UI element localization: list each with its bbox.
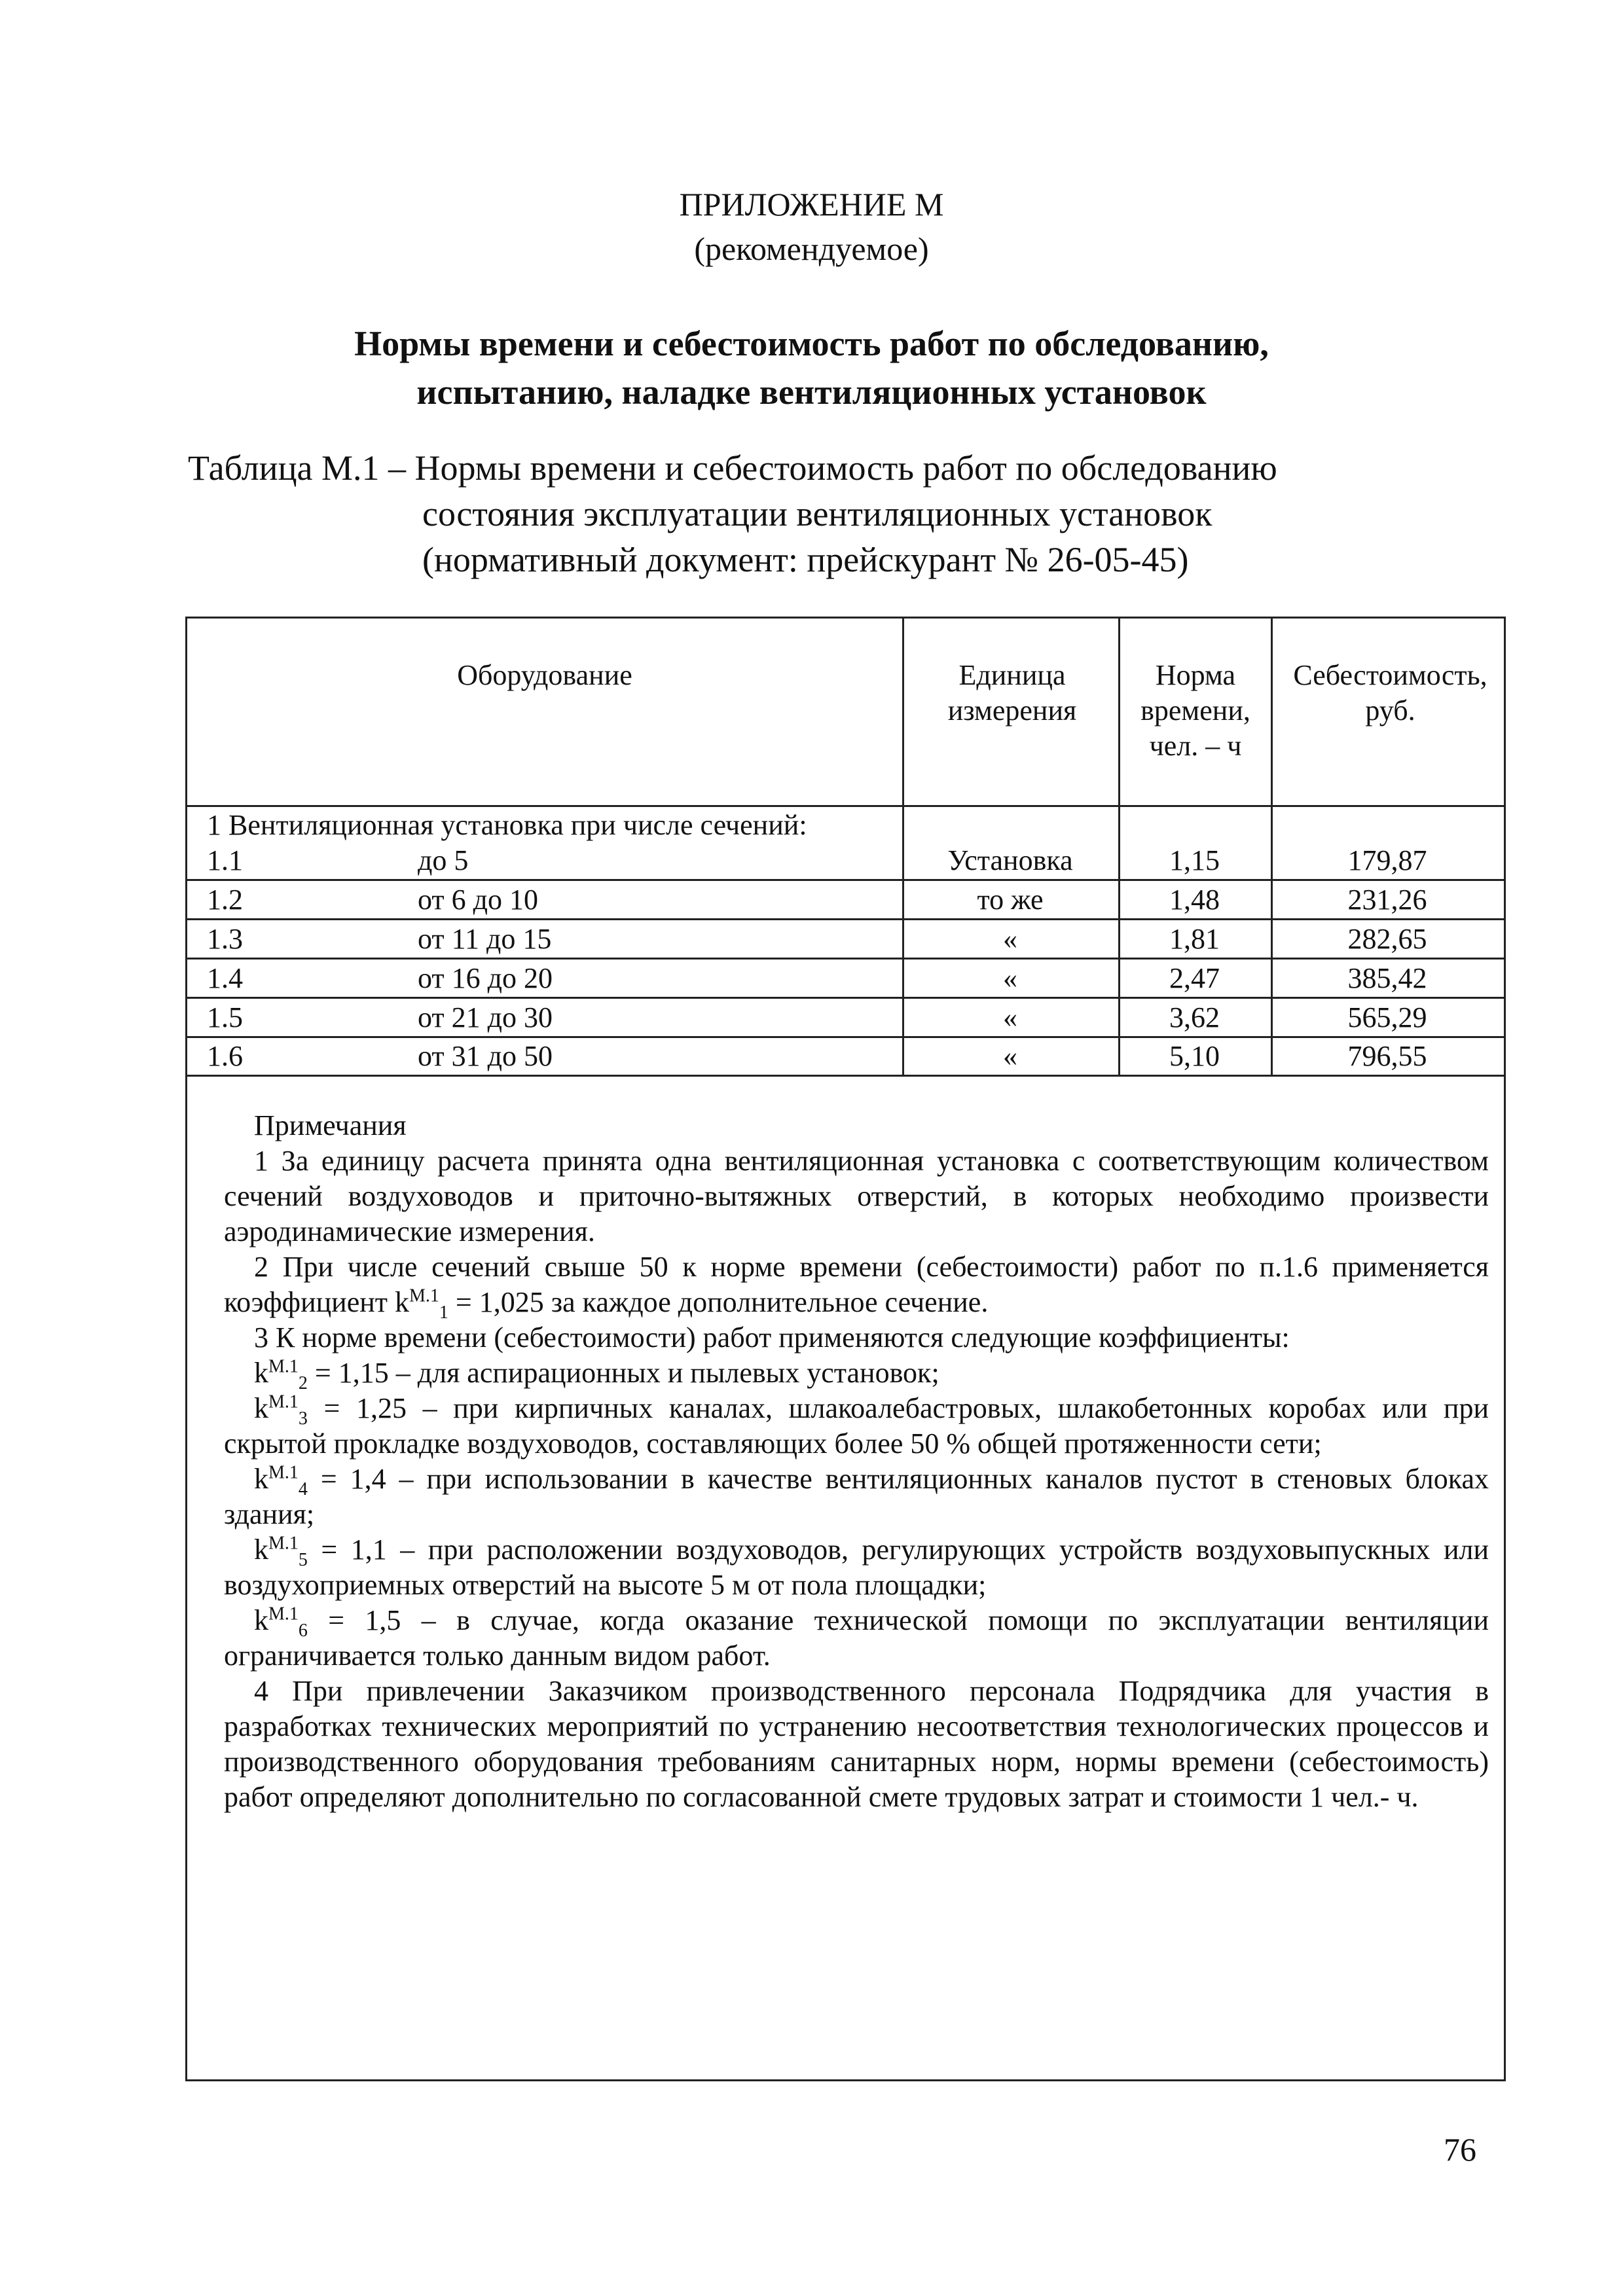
coefficient-k2: $k^{М.1}_2 = 1,15$ – для аспирационных и пылевых установок; — [254, 1356, 939, 1393]
row-norm: 1,48 — [1169, 884, 1220, 916]
row-number: 1.2 — [207, 884, 243, 916]
header-equipment: Оборудование — [457, 659, 632, 691]
row-cost: 385,42 — [1347, 962, 1427, 994]
row-norm: 1,15 — [1169, 844, 1220, 876]
row-range: от 31 до 50 — [418, 1040, 553, 1072]
row-number: 1.1 — [207, 844, 243, 876]
row-range: от 16 до 20 — [418, 962, 553, 994]
notes-block — [224, 1108, 1489, 1815]
group-label: 1 Вентиляционная установка при числе сечений: — [207, 809, 807, 841]
header-norm: Норма времени, чел. – ч — [1140, 659, 1250, 762]
row-cost: 231,26 — [1347, 884, 1427, 916]
row-range: до 5 — [418, 844, 469, 876]
note-2: 2 При числе сечений свыше 50 к норме времени (себестоимости) работ по п.1.6 применяется коэффициент $k^{М.1}_1 = 1,025$ за каждое дополнительное сечение. — [224, 1251, 1489, 1323]
coefficient-k3: $k^{М.1}_3 = 1,25$ – при кирпичных каналах, шлакоалебастровых, шлакобетонных коробах или при скрытой прокладке воздуховодов, составляющих более 50 % общей протяженности сети; — [224, 1391, 1489, 1460]
appendix-heading — [0, 182, 1623, 271]
row-number: 1.3 — [207, 923, 243, 955]
row-unit: « — [1003, 923, 1017, 955]
document-headline — [0, 319, 1623, 416]
table-caption-line-2: состояния эксплуатации вентиляционных установок — [422, 494, 1213, 533]
table-caption-continuation — [422, 491, 1212, 583]
appendix-subtitle: (рекомендуемое) — [694, 230, 929, 267]
row-range: от 6 до 10 — [418, 884, 539, 916]
table-caption-line-3: (нормативный документ: прейскурант № 26-05-45) — [422, 540, 1189, 579]
row-cost: 179,87 — [1347, 844, 1427, 876]
header-unit: Единица измерения — [947, 659, 1077, 726]
row-norm: 2,47 — [1169, 962, 1220, 994]
coefficient-k4: $k^{М.1}_4 = 1,4$ – при использовании в качестве вентиляционных каналов пустот в стеновых блоках здания; — [224, 1462, 1489, 1530]
row-unit: « — [1003, 962, 1017, 994]
note-1: 1 За единицу расчета принята одна вентиляционная установка с соответствующим количеством сечений воздуховодов и приточно-вытяжных отверстий, в которых необходимо произвести аэродинамические измерения. — [224, 1145, 1489, 1247]
coefficient-k6: $k^{М.1}_6 = 1,5 - в$ случае, когда оказание технической помощи по эксплуатации вентиляции ограничивается только данным видом работ. — [224, 1604, 1489, 1672]
row-norm: 3,62 — [1169, 1001, 1220, 1033]
page-number: 76 — [1444, 2131, 1476, 2168]
coefficient-k5: $k^{М.1}_5 = 1,1$ – при расположении воздуховодов, регулирующих устройств воздуховыпускных или воздухоприемных отверстий на высоте 5 м от пола площадки; — [224, 1533, 1489, 1601]
row-number: 1.5 — [207, 1001, 243, 1033]
table-caption-line-1: Таблица М.1 – Нормы времени и себестоимость работ по обследованию — [188, 448, 1277, 488]
row-norm: 1,81 — [1169, 923, 1220, 955]
appendix-title: ПРИЛОЖЕНИЕ М — [679, 186, 944, 223]
row-cost: 565,29 — [1347, 1001, 1427, 1033]
row-number: 1.4 — [207, 962, 243, 994]
row-range: от 21 до 30 — [418, 1001, 553, 1033]
row-number: 1.6 — [207, 1040, 243, 1072]
header-cost: Себестоимость, руб. — [1293, 659, 1487, 726]
row-unit: « — [1003, 1001, 1017, 1033]
row-unit: « — [1003, 1040, 1017, 1072]
row-cost: 282,65 — [1347, 923, 1427, 955]
headline-line-2: испытанию, наладке вентиляционных установок — [416, 372, 1207, 412]
row-range: от 11 до 15 — [418, 923, 552, 955]
note-3: 3 К норме времени (себестоимости) работ применяются следующие коэффициенты: — [254, 1321, 1290, 1354]
note-4: 4 При привлечении Заказчиком производственного персонала Подрядчика для участия в разработках технических мероприятий по устранению несоответствия технологических процессов и производственного оборудования требованиям санитарных норм, нормы времени (себестоимость) работ определяют дополнительно по согласованной смете трудовых затрат и стоимости 1 чел.- ч. — [224, 1675, 1489, 1813]
row-unit: то же — [977, 884, 1044, 916]
row-cost: 796,55 — [1347, 1040, 1427, 1072]
notes-title: Примечания — [254, 1109, 407, 1141]
row-unit: Установка — [947, 844, 1073, 876]
row-norm: 5,10 — [1169, 1040, 1220, 1072]
headline-line-1: Нормы времени и себестоимость работ по обследованию, — [354, 324, 1269, 363]
